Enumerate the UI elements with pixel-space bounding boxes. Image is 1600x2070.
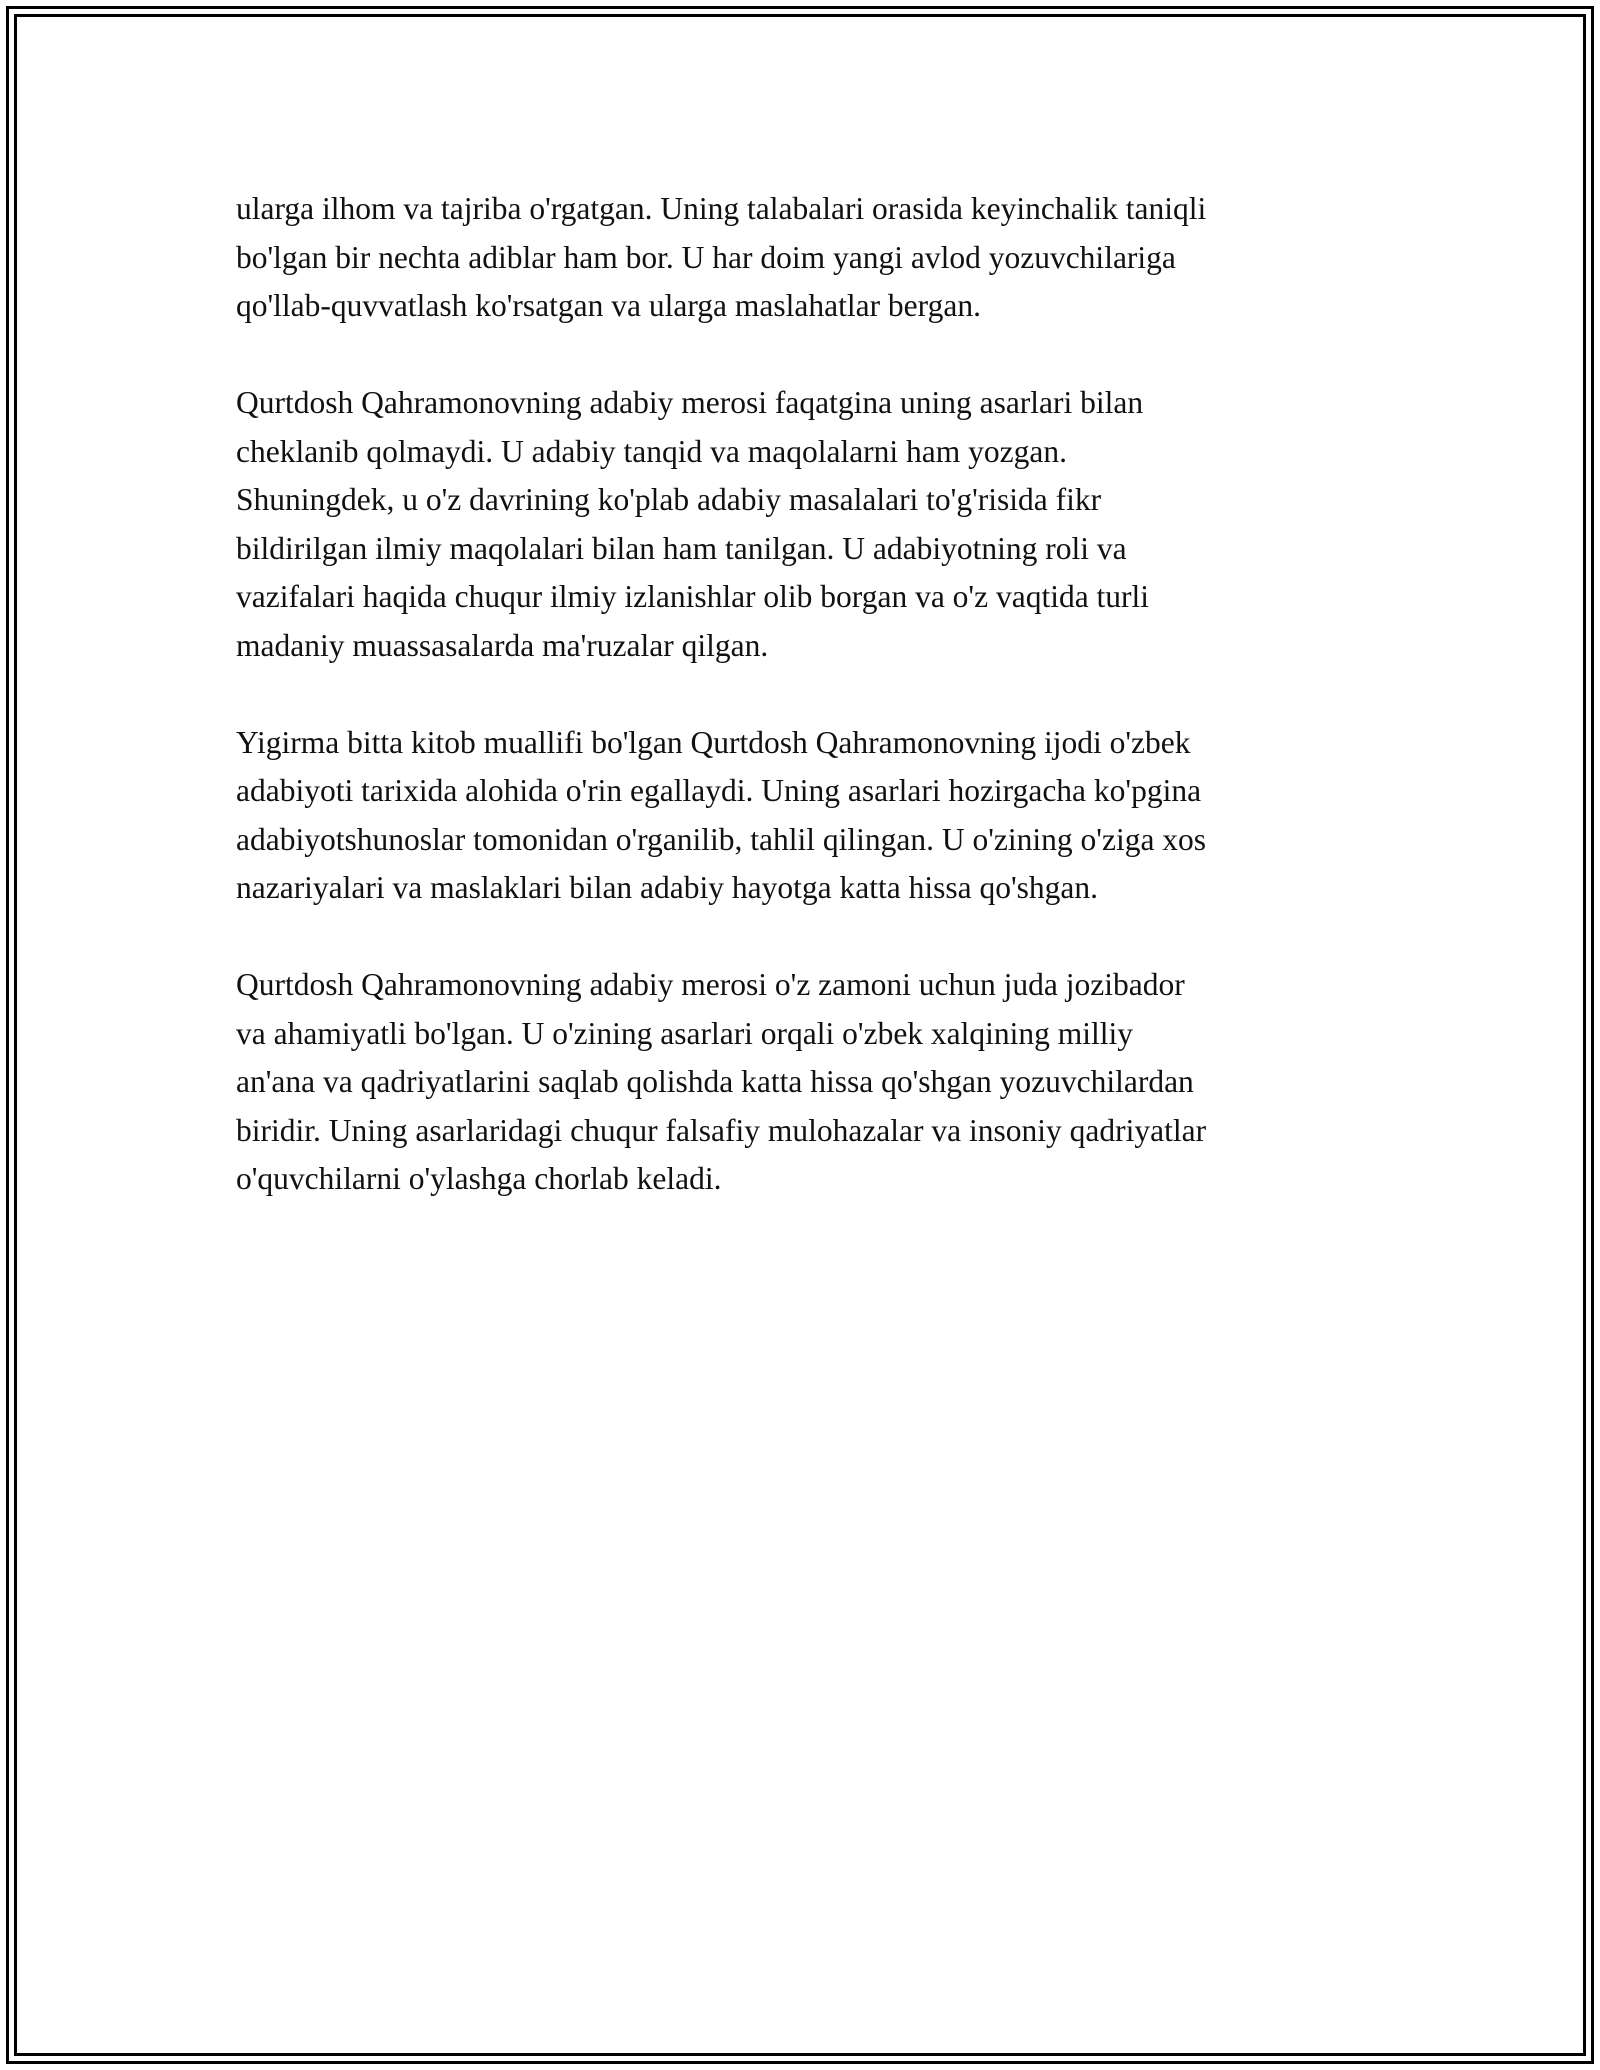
paragraph-line: adabiyotshunoslar tomonidan o'rganilib, tahlil qilingan. U o'zining o'ziga xos xyxy=(236,821,1207,857)
paragraph-line: an'ana va qadriyatlarini saqlab qolishda katta hissa qo'shgan yozuvchilardan xyxy=(236,1064,1194,1099)
paragraph-line: va ahamiyatli bo'lgan. U o'zining asarlari orqali o'zbek xalqining milliy xyxy=(236,1015,1134,1051)
paragraph-line: ularga ilhom va tajriba o'rgatgan. Uning talabalari orasida keyinchalik taniqli xyxy=(236,191,1207,226)
paragraph-line: nazariyalari va maslaklari bilan adabiy hayotga katta hissa qo'shgan. xyxy=(236,870,1098,905)
paragraph-line: biridir. Uning asarlaridagi chuqur falsafiy mulohazalar va insoniy qadriyatlar xyxy=(236,1112,1207,1148)
paragraph-line: bo'lgan bir nechta adiblar ham bor. U har doim yangi avlod yozuvchilariga xyxy=(236,239,1176,275)
paragraph-line: Qurtdosh Qahramonovning adabiy merosi o'z zamoni uchun juda jozibador xyxy=(236,967,1185,1002)
paragraph-line: madaniy muassasalarda ma'ruzalar qilgan. xyxy=(236,627,769,663)
paragraph-line: Shuningdek, u o'z davrining ko'plab adabiy masalalari to'g'risida fikr xyxy=(236,482,1102,517)
paragraph-line: Qurtdosh Qahramonovning adabiy merosi faqatgina uning asarlari bilan xyxy=(236,385,1144,420)
paragraph-3 xyxy=(236,719,1386,913)
paragraph-1 xyxy=(236,185,1386,331)
paragraph-2 xyxy=(236,379,1386,670)
paragraph-4 xyxy=(236,961,1386,1204)
paragraph-line: vazifalari haqida chuqur ilmiy izlanishlar olib borgan va o'z vaqtida turli xyxy=(236,579,1150,614)
paragraph-line: o'quvchilarni o'ylashga chorlab keladi. xyxy=(236,1161,722,1196)
paragraph-line: qo'llab-quvvatlash ko'rsatgan va ularga maslahatlar bergan. xyxy=(236,288,981,323)
paragraph-line: cheklanib qolmaydi. U adabiy tanqid va maqolalarni ham yozgan. xyxy=(236,433,1067,469)
paragraph-line: adabiyoti tarixida alohida o'rin egallaydi. Uning asarlari hozirgacha ko'pgina xyxy=(236,773,1202,808)
paragraph-line: bildirilgan ilmiy maqolalari bilan ham tanilgan. U adabiyotning roli va xyxy=(236,530,1127,566)
paragraph-line: Yigirma bitta kitob muallifi bo'lgan Qurtdosh Qahramonovning ijodi o'zbek xyxy=(236,724,1191,760)
document-body xyxy=(236,185,1386,1252)
